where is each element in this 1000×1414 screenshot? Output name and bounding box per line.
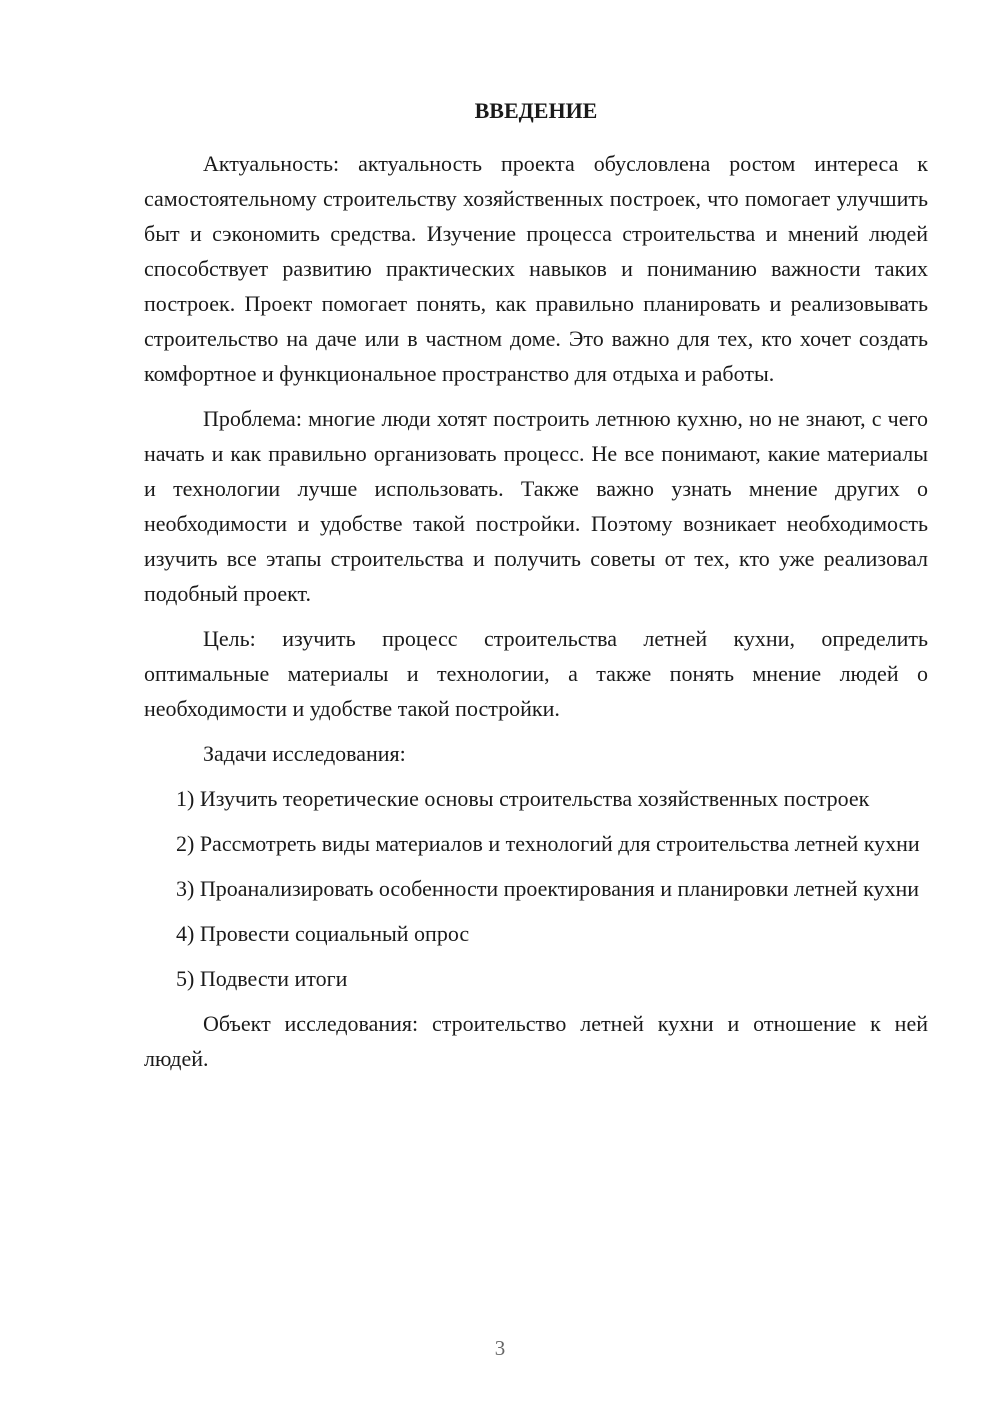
task-item: 4) Провести социальный опрос: [176, 921, 470, 946]
task-item: 3) Проанализировать особенности проектирования и планировки летней кухни: [176, 876, 919, 901]
task-item: 5) Подвести итоги: [176, 966, 348, 991]
tasks-heading: Задачи исследования:: [203, 741, 406, 766]
section-title: ВВЕДЕНИЕ: [474, 98, 598, 123]
tasks-list: [144, 781, 928, 996]
object-paragraph: Объект исследования: строительство летней кухни и отношение к ней людей.: [144, 1011, 928, 1071]
relevance-paragraph: Актуальность: актуальность проекта обусловлена ростом интереса к самостоятельному строительству хозяйственных построек, что помогает улучшить быт и сэкономить средства. Изучение процесса строительства и мнений людей способствует развитию практических навыков и пониманию важности таких построек. Проект помогает понять, как правильно планировать и реализовывать строительство на даче или в частном доме. Это важно для тех, кто хочет создать комфортное и функциональное пространство для отдыха и работы.: [144, 151, 928, 386]
problem-paragraph: Проблема: многие люди хотят построить летнюю кухню, но не знают, с чего начать и как правильно организовать процесс. Не все понимают, какие материалы и технологии лучше использовать. Также важно узнать мнение других о необходимости и удобстве такой постройки. Поэтому возникает необходимость изучить все этапы строительства и получить советы от тех, кто уже реализовал подобный проект.: [144, 406, 928, 606]
page-content: [144, 98, 928, 1086]
page-number: 3: [494, 1336, 506, 1360]
task-item: 2) Рассмотреть виды материалов и технологий для строительства летней кухни: [176, 831, 920, 856]
goal-paragraph: Цель: изучить процесс строительства летней кухни, определить оптимальные материалы и технологии, а также понять мнение людей о необходимости и удобстве такой постройки.: [144, 626, 928, 721]
task-item: 1) Изучить теоретические основы строительства хозяйственных построек: [176, 786, 870, 811]
